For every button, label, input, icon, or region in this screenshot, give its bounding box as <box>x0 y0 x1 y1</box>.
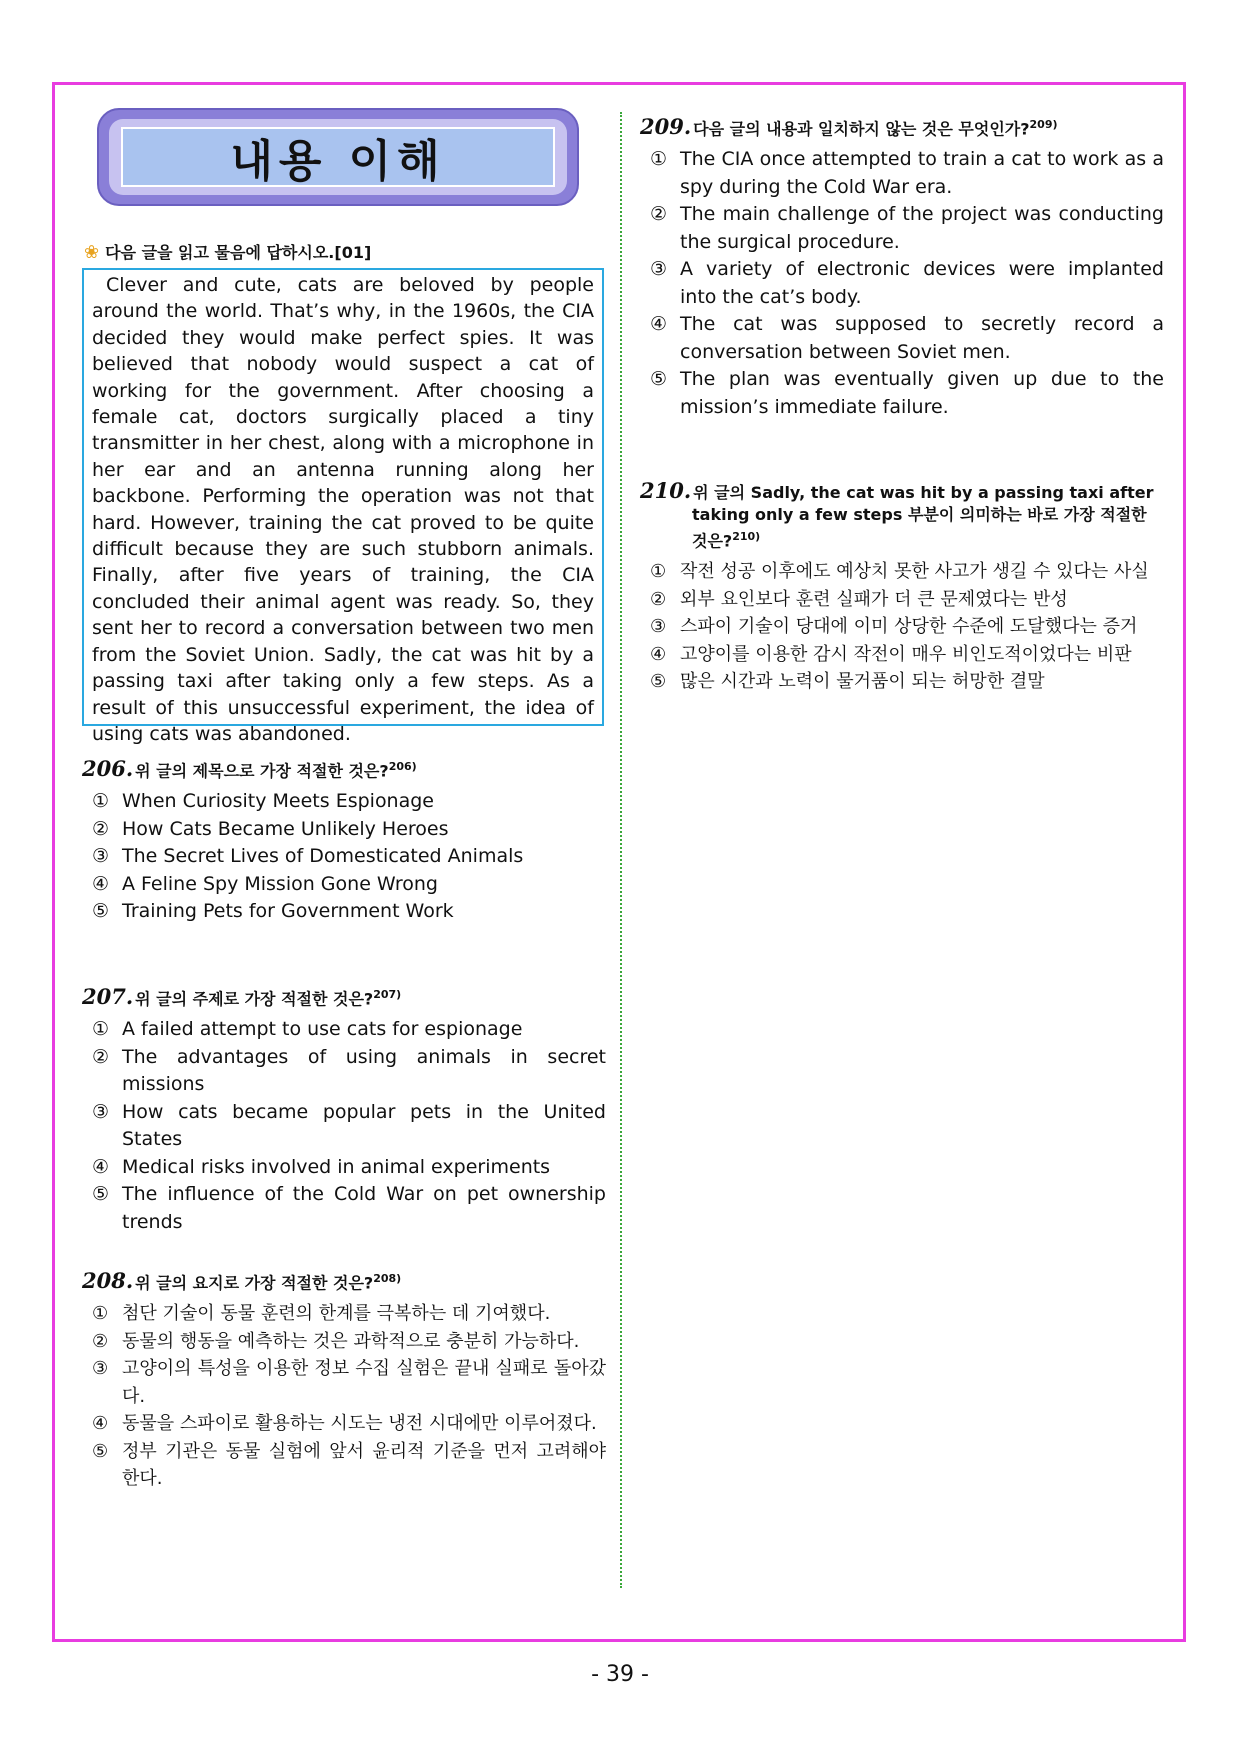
question-number: 209. <box>640 114 692 140</box>
options-207 <box>82 1016 606 1236</box>
option[interactable]: ⑤ Training Pets for Government Work <box>92 900 454 923</box>
question-text: 위 글의 제목으로 가장 적절한 것은? <box>135 761 389 781</box>
option[interactable]: ① 첨단 기술이 동물 훈련의 한계를 극복하는 데 기여했다. <box>92 1303 551 1325</box>
question-210 <box>640 480 1164 696</box>
option[interactable]: ③ A variety of electronic devices were implanted into the cat’s body. <box>650 258 1164 308</box>
option[interactable]: ③ 스파이 기술이 당대에 이미 상당한 수준에 도달했다는 증거 <box>650 616 1138 638</box>
question-ref: 207) <box>373 988 402 1001</box>
directions <box>84 240 371 263</box>
page-number: - 39 - <box>591 1662 649 1687</box>
option[interactable]: ⑤ The influence of the Cold War on pet ownership trends <box>92 1183 606 1233</box>
question-number: 206. <box>82 756 134 782</box>
option[interactable]: ③ The Secret Lives of Domesticated Animals <box>92 845 524 868</box>
directions-text: 다음 글을 읽고 물음에 답하시오.[01] <box>105 243 372 262</box>
question-text: 위 글의 Sadly, the cat was hit by a passing taxi after taking only a few steps 부분이 의미하는 바로 가장 적절한 것은? <box>692 483 1154 551</box>
option[interactable]: ① A failed attempt to use cats for espionage <box>92 1018 523 1041</box>
option[interactable]: ④ 동물을 스파이로 활용하는 시도는 냉전 시대에만 이루어졌다. <box>92 1413 597 1435</box>
option[interactable]: ④ The cat was supposed to secretly record a conversation between Soviet men. <box>650 313 1164 363</box>
column-divider <box>620 112 622 1588</box>
question-ref: 210) <box>732 530 761 543</box>
question-ref: 206) <box>388 760 417 773</box>
option[interactable]: ② 외부 요인보다 훈련 실패가 더 큰 문제였다는 반성 <box>650 588 1068 610</box>
question-208 <box>82 1268 606 1493</box>
question-ref: 208) <box>373 1272 402 1285</box>
option[interactable]: ⑤ 많은 시간과 노력이 물거품이 되는 허망한 결말 <box>650 671 1045 693</box>
option[interactable]: ③ 고양이의 특성을 이용한 정보 수집 실험은 끝내 실패로 돌아갔다. <box>92 1358 606 1407</box>
option[interactable]: ① The CIA once attempted to train a cat to work as a spy during the Cold War era. <box>650 148 1164 198</box>
option[interactable]: ② 동물의 행동을 예측하는 것은 과학적으로 충분히 가능하다. <box>92 1330 580 1352</box>
question-text: 다음 글의 내용과 일치하지 않는 것은 무엇인가? <box>693 119 1030 139</box>
question-number: 207. <box>82 984 134 1010</box>
question-text: 위 글의 주제로 가장 적절한 것은? <box>135 989 374 1009</box>
section-title-banner <box>97 108 579 206</box>
reading-passage: Clever and cute, cats are beloved by people around the world. That’s why, in the 1960s, the CIA decided they would make perfect spies. It was believed that nobody would suspect a cat of working for the government. After choosing a female cat, doctors surgically placed a tiny transmitter in her chest, along with a microphone in her ear and an antenna running along her backbone. Performing the operation was not that hard. However, training the cat proved to be quite difficult because they are such stubborn animals. Finally, after five years of training, the CIA concluded their animal agent was ready. So, they sent her to record a conversation between two men from the Soviet Union. Sadly, the cat was hit by a passing taxi after taking only a few steps. As a result of this unsuccessful experiment, the idea of using cats was abandoned. <box>82 268 604 726</box>
option[interactable]: ③ How cats became popular pets in the United States <box>92 1100 606 1151</box>
question-209 <box>640 114 1164 421</box>
options-209 <box>640 146 1164 421</box>
option[interactable]: ② How Cats Became Unlikely Heroes <box>92 817 449 840</box>
option[interactable]: ② The main challenge of the project was conducting the surgical procedure. <box>650 203 1164 253</box>
option[interactable]: ⑤ The plan was eventually given up due to the mission’s immediate failure. <box>650 368 1164 418</box>
question-207 <box>82 984 606 1236</box>
question-206 <box>82 756 606 926</box>
options-208 <box>82 1300 606 1493</box>
question-number: 208. <box>82 1268 134 1294</box>
option[interactable]: ④ 고양이를 이용한 감시 작전이 매우 비인도적이었다는 비판 <box>650 643 1132 665</box>
options-206 <box>82 788 606 926</box>
option[interactable]: ⑤ 정부 기관은 동물 실험에 앞서 윤리적 기준을 먼저 고려해야 한다. <box>92 1440 606 1490</box>
question-text: 위 글의 요지로 가장 적절한 것은? <box>135 1273 374 1293</box>
options-210 <box>640 558 1164 696</box>
option[interactable]: ② The advantages of using animals in secret missions <box>92 1045 606 1096</box>
question-ref: 209) <box>1029 118 1058 131</box>
option[interactable]: ① When Curiosity Meets Espionage <box>92 790 434 813</box>
flower-icon: ❀ <box>84 242 100 263</box>
question-number: 210. <box>640 478 692 503</box>
option[interactable]: ④ A Feline Spy Mission Gone Wrong <box>92 872 438 895</box>
option[interactable]: ④ Medical risks involved in animal experiments <box>92 1155 551 1178</box>
section-title: 내용 이해 <box>230 136 446 187</box>
option[interactable]: ① 작전 성공 이후에도 예상치 못한 사고가 생길 수 있다는 사실 <box>650 561 1149 583</box>
